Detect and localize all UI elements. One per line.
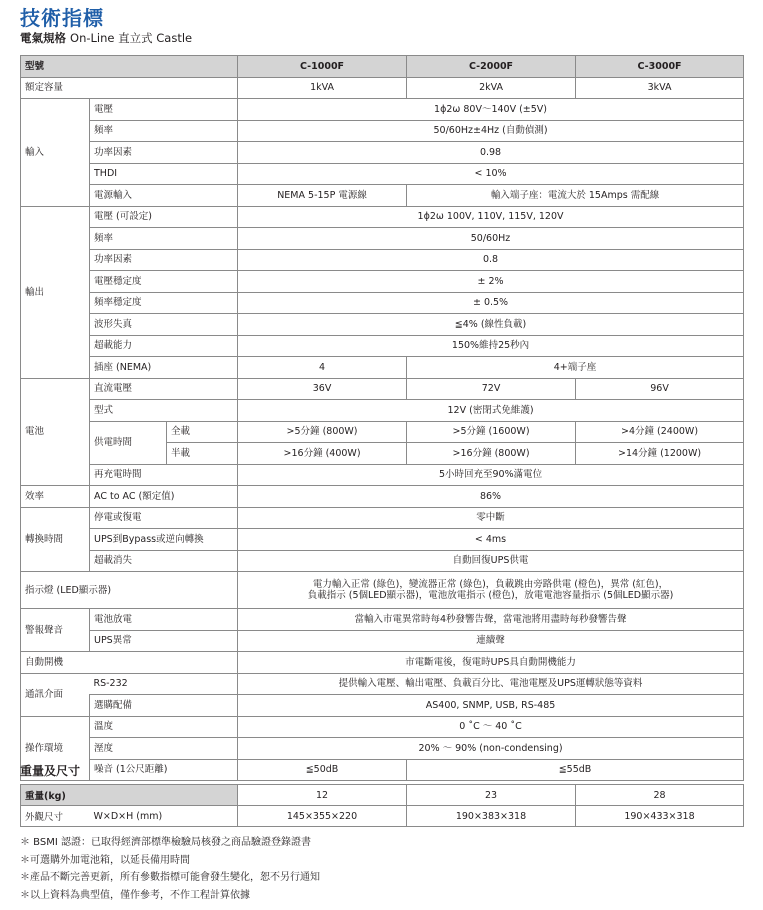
table-row bbox=[21, 206, 744, 228]
outage-label: 停電或復電 bbox=[90, 507, 238, 529]
fault-label: UPS異常 bbox=[90, 630, 238, 652]
table-row bbox=[21, 716, 744, 738]
options-label: 選購配備 bbox=[90, 695, 238, 717]
dc-voltage-value: 96V bbox=[576, 378, 744, 400]
indicator-line: 負載指示 (5個LED顯示器)，電池放電指示 (橙色)，放電電池容量指示 (5個LED顯示器) bbox=[307, 590, 674, 601]
weight-label: 重量(kg) bbox=[21, 785, 238, 806]
noise-c2000-3000: ≦55dB bbox=[407, 759, 744, 781]
dims-sublabel: W×D×H (mm) bbox=[90, 806, 238, 827]
table-row bbox=[21, 335, 744, 357]
output-pf-value: 0.8 bbox=[238, 249, 744, 271]
output-category: 輸出 bbox=[21, 206, 90, 378]
table-row bbox=[21, 550, 744, 572]
table-row bbox=[21, 572, 744, 609]
input-frequency-label: 頻率 bbox=[90, 120, 238, 142]
table-row bbox=[21, 271, 744, 293]
footnote: ＊產品不斷完善更新，所有參數指標可能會發生變化，恕不另行通知 bbox=[20, 872, 320, 883]
recharge-value: 5小時回充至90%滿電位 bbox=[238, 464, 744, 486]
input-thdi-label: THDI bbox=[90, 163, 238, 185]
full-load-value: >5分鐘 (800W) bbox=[238, 421, 407, 443]
overload-clear-value: 自動回復UPS供電 bbox=[238, 550, 744, 572]
indicator-line: 電力輸入正常 (綠色)，變流器正常 (綠色)，負載跳由旁路供電 (橙色)，異常 (紅色)， bbox=[312, 579, 669, 590]
table-row bbox=[21, 185, 744, 207]
dims-value: 190×433×318 bbox=[576, 806, 744, 827]
humidity-value: 20% ～ 90% (non-condensing) bbox=[238, 738, 744, 760]
subtitle-model-line: On-Line 直立式 Castle bbox=[70, 31, 193, 45]
table-row bbox=[21, 759, 744, 781]
subtitle-prefix: 電氣規格 bbox=[20, 31, 71, 45]
capacity-value: 2kVA bbox=[407, 77, 576, 99]
v-stability-label: 電壓穩定度 bbox=[90, 271, 238, 293]
overload-label: 超載能力 bbox=[90, 335, 238, 357]
capacity-value: 1kVA bbox=[238, 77, 407, 99]
table-row bbox=[21, 142, 744, 164]
power-input-c1000: NEMA 5-15P 電源線 bbox=[238, 185, 407, 207]
battery-type-label: 型式 bbox=[90, 400, 238, 422]
efficiency-value: 86% bbox=[238, 486, 744, 508]
table-row bbox=[21, 464, 744, 486]
footnote: ＊ BSMI 認證：已取得經濟部標準檢驗局核發之商品驗證登錄證書 bbox=[20, 837, 311, 848]
noise-label: 噪音 (1公尺距離) bbox=[90, 759, 238, 781]
v-stability-value: ± 2% bbox=[238, 271, 744, 293]
power-input-label: 電源輸入 bbox=[90, 185, 238, 207]
options-value: AS400, SNMP, USB, RS-485 bbox=[238, 695, 744, 717]
model-c3000f: C-3000F bbox=[576, 56, 744, 78]
dc-voltage-label: 直流電壓 bbox=[90, 378, 238, 400]
humidity-label: 溼度 bbox=[90, 738, 238, 760]
footnotes bbox=[20, 834, 320, 904]
outage-value: 零中斷 bbox=[238, 507, 744, 529]
f-stability-value: ± 0.5% bbox=[238, 292, 744, 314]
table-row bbox=[21, 609, 744, 631]
weight-dimensions-title: 重量及尺寸 bbox=[20, 764, 81, 778]
table-row bbox=[21, 486, 744, 508]
half-load-value: >14分鐘 (1200W) bbox=[576, 443, 744, 465]
input-thdi-value: < 10% bbox=[238, 163, 744, 185]
capacity-value: 3kVA bbox=[576, 77, 744, 99]
half-load-value: >16分鐘 (800W) bbox=[407, 443, 576, 465]
table-row bbox=[21, 228, 744, 250]
temperature-label: 溫度 bbox=[90, 716, 238, 738]
input-category: 輸入 bbox=[21, 99, 90, 207]
output-pf-label: 功率因素 bbox=[90, 249, 238, 271]
table-row bbox=[21, 785, 744, 806]
input-voltage-value: 1ϕ2ω 80V～140V (±5V) bbox=[238, 99, 744, 121]
table-row bbox=[21, 314, 744, 336]
battery-type-value: 12V (密閉式免維護) bbox=[238, 400, 744, 422]
indicator-value bbox=[238, 572, 744, 609]
spec-subtitle bbox=[20, 30, 192, 46]
spec-table bbox=[20, 55, 744, 781]
weight-value: 28 bbox=[576, 785, 744, 806]
rs232-label: RS-232 bbox=[90, 673, 238, 695]
overload-value: 150%維持25秒內 bbox=[238, 335, 744, 357]
output-voltage-label: 電壓 (可設定) bbox=[90, 206, 238, 228]
table-row bbox=[21, 400, 744, 422]
auto-start-category: 自動開機 bbox=[21, 652, 238, 674]
rs232-value: 提供輸入電壓、輸出電壓、負載百分比、電池電壓及UPS運轉狀態等資料 bbox=[238, 673, 744, 695]
dims-value: 190×383×318 bbox=[407, 806, 576, 827]
table-row bbox=[21, 652, 744, 674]
distortion-value: ≦4% (線性負載) bbox=[238, 314, 744, 336]
table-row bbox=[21, 77, 744, 99]
model-header-label: 型號 bbox=[21, 56, 238, 78]
efficiency-label: AC to AC (額定值) bbox=[90, 486, 238, 508]
table-row bbox=[21, 357, 744, 379]
input-voltage-label: 電壓 bbox=[90, 99, 238, 121]
outlet-label: 插座 (NEMA) bbox=[90, 357, 238, 379]
half-load-value: >16分鐘 (400W) bbox=[238, 443, 407, 465]
footnote: ＊以上資料為典型值，僅作參考，不作工程計算依據 bbox=[20, 889, 250, 901]
dims-value: 145×355×220 bbox=[238, 806, 407, 827]
half-load-label: 半載 bbox=[167, 443, 238, 465]
table-row bbox=[21, 695, 744, 717]
weight-value: 23 bbox=[407, 785, 576, 806]
output-frequency-value: 50/60Hz bbox=[238, 228, 744, 250]
table-row bbox=[21, 630, 744, 652]
outlet-c1000: 4 bbox=[238, 357, 407, 379]
output-voltage-value: 1ϕ2ω 100V, 110V, 115V, 120V bbox=[238, 206, 744, 228]
noise-c1000: ≦50dB bbox=[238, 759, 407, 781]
full-load-label: 全載 bbox=[167, 421, 238, 443]
model-c1000f: C-1000F bbox=[238, 56, 407, 78]
temperature-value: 0 ˚C ～ 40 ˚C bbox=[238, 716, 744, 738]
efficiency-category: 效率 bbox=[21, 486, 90, 508]
input-pf-label: 功率因素 bbox=[90, 142, 238, 164]
table-row bbox=[21, 120, 744, 142]
table-row bbox=[21, 806, 744, 827]
table-row bbox=[21, 529, 744, 551]
bypass-label: UPS到Bypass或逆向轉換 bbox=[90, 529, 238, 551]
table-row bbox=[21, 378, 744, 400]
dc-voltage-value: 36V bbox=[238, 378, 407, 400]
f-stability-label: 頻率穩定度 bbox=[90, 292, 238, 314]
output-frequency-label: 頻率 bbox=[90, 228, 238, 250]
bypass-value: < 4ms bbox=[238, 529, 744, 551]
footnote: ＊可選購外加電池箱，以延長備用時間 bbox=[20, 854, 190, 866]
weight-table bbox=[20, 784, 744, 827]
backup-time-label: 供電時間 bbox=[90, 421, 167, 464]
weight-value: 12 bbox=[238, 785, 407, 806]
table-row bbox=[21, 292, 744, 314]
battery-category: 電池 bbox=[21, 378, 90, 486]
input-frequency-value: 50/60Hz±4Hz (自動偵測) bbox=[238, 120, 744, 142]
table-row bbox=[21, 507, 744, 529]
table-row bbox=[21, 249, 744, 271]
table-row bbox=[21, 673, 744, 695]
dc-voltage-value: 72V bbox=[407, 378, 576, 400]
fault-value: 連續聲 bbox=[238, 630, 744, 652]
environment-category: 操作環境 bbox=[21, 716, 90, 781]
auto-start-value: 市電斷電後，復電時UPS具自動開機能力 bbox=[238, 652, 744, 674]
discharge-value: 當輸入市電異常時每4秒發響告聲，當電池將用盡時每秒發響告聲 bbox=[238, 609, 744, 631]
table-row bbox=[21, 163, 744, 185]
full-load-value: >4分鐘 (2400W) bbox=[576, 421, 744, 443]
comm-category: 通訊介面 bbox=[21, 673, 90, 716]
table-row bbox=[21, 421, 744, 443]
alarm-category: 警報聲音 bbox=[21, 609, 90, 652]
table-row bbox=[21, 56, 744, 78]
dims-label: 外觀尺寸 bbox=[21, 806, 90, 827]
full-load-value: >5分鐘 (1600W) bbox=[407, 421, 576, 443]
capacity-label: 額定容量 bbox=[21, 77, 238, 99]
table-row bbox=[21, 738, 744, 760]
distortion-label: 波形失真 bbox=[90, 314, 238, 336]
discharge-label: 電池放電 bbox=[90, 609, 238, 631]
page-title: 技術指標 bbox=[20, 6, 104, 30]
table-row bbox=[21, 99, 744, 121]
model-c2000f: C-2000F bbox=[407, 56, 576, 78]
overload-clear-label: 超載消失 bbox=[90, 550, 238, 572]
recharge-label: 再充電時間 bbox=[90, 464, 238, 486]
power-input-c2000-3000: 輸入端子座：電流大於 15Amps 需配線 bbox=[407, 185, 744, 207]
indicator-category: 指示燈 (LED顯示器) bbox=[21, 572, 238, 609]
input-pf-value: 0.98 bbox=[238, 142, 744, 164]
transfer-category: 轉換時間 bbox=[21, 507, 90, 572]
outlet-c2000-3000: 4+端子座 bbox=[407, 357, 744, 379]
